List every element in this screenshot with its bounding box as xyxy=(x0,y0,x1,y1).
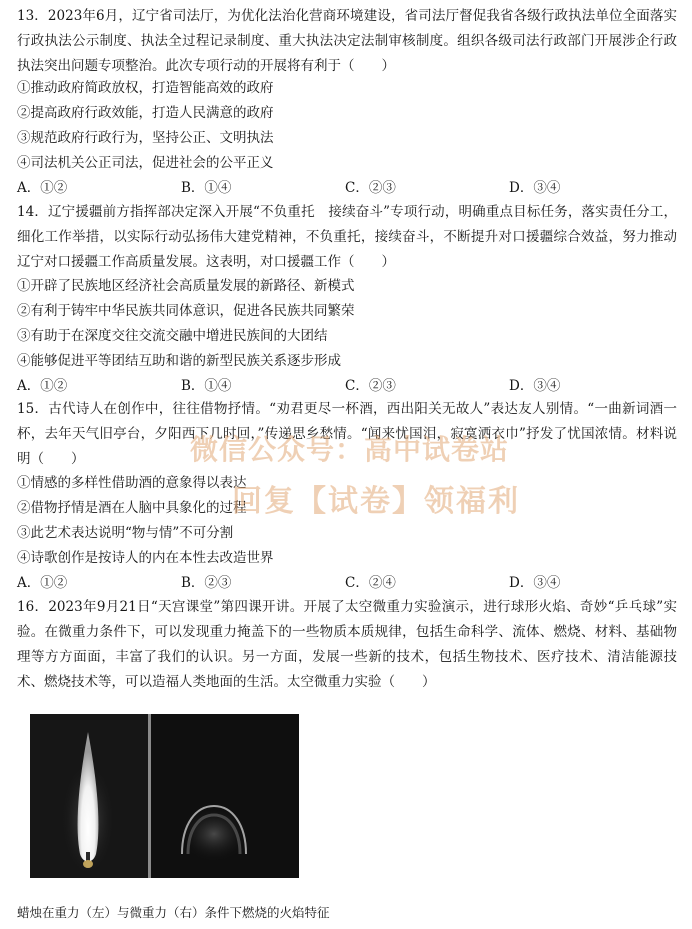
q13-stem: 13．2023年6月，辽宁省司法厅，为优化法治化营商环境建设，省司法厅督促我省各级行政执法单位全面落实行政执法公示制度、执法全过程记录制度、重大执法决定法制审核制度。组织各级司法行政部门开展涉企行政执法突出问题专项整治。此次专项行动的开展将有利于（ ） xyxy=(17,8,677,74)
figure-caption: 蜡烛在重力（左）与微重力（右）条件下燃烧的火焰特征 xyxy=(17,905,330,920)
q15-item-3: ③此艺术表达说明“物与情”不可分割 xyxy=(17,525,234,541)
q15-option-b: B．②③ xyxy=(181,575,232,591)
q13-option-d: D．③④ xyxy=(509,180,561,196)
q13-option-a: A．①② xyxy=(17,180,68,196)
q13-option-c: C．②③ xyxy=(345,180,396,196)
q13-item-1: ①推动政府简政放权，打造智能高效的政府 xyxy=(17,80,274,96)
q15-item-2: ②借物抒情是酒在人脑中具象化的过程 xyxy=(17,500,247,516)
q14-item-4: ④能够促进平等团结互助和谐的新型民族关系逐步形成 xyxy=(17,353,341,369)
q14-item-1: ①开辟了民族地区经济社会高质量发展的新路径、新模式 xyxy=(17,278,355,294)
q13-item-3: ③规范政府行政行为，坚持公正、文明执法 xyxy=(17,130,274,146)
q14-option-a: A．①② xyxy=(17,378,68,394)
q13-option-b: B．①④ xyxy=(181,180,232,196)
q15-item-4: ④诗歌创作是按诗人的内在本性去改造世界 xyxy=(17,550,274,566)
q14-option-b: B．①④ xyxy=(181,378,232,394)
q14-item-2: ②有利于铸牢中华民族共同体意识，促进各民族共同繁荣 xyxy=(17,303,355,319)
q16-stem: 16．2023年9月21日“天宫课堂”第四课开讲。开展了太空微重力实验演示，进行球形火焰、奇妙“乒乓球”实验。在微重力条件下，可以发现重力掩盖下的一些物质本质规律，包括生命科学、流体、燃烧、材料、基础物理等方方面面，丰富了我们的认识。另一方面，发展一些新的技术，包括生物技术、医疗技术、清洁能源技术、燃烧技术等，可以造福人类地面的生活。太空微重力实验（ ） xyxy=(17,599,677,690)
q14-option-d: D．③④ xyxy=(509,378,561,394)
watermark-line-2: 回复【试卷】领福利 xyxy=(232,484,520,519)
q14-option-c: C．②③ xyxy=(345,378,396,394)
q14-item-3: ③有助于在深度交往交流交融中增进民族间的大团结 xyxy=(17,328,328,344)
q13-item-4: ④司法机关公正司法，促进社会的公平正义 xyxy=(17,155,274,171)
q15-option-a: A．①② xyxy=(17,575,68,591)
watermark-line-1: 微信公众号：高中试卷站 xyxy=(190,433,510,466)
q15-option-d: D．③④ xyxy=(509,575,561,591)
q15-item-1: ①情感的多样性借助酒的意象得以表达 xyxy=(17,475,247,491)
q15-option-c: C．②④ xyxy=(345,575,396,591)
q15-stem: 15．古代诗人在创作中，往往借物抒情。“劝君更尽一杯酒，西出阳关无故人”表达友人别情。“一曲新词酒一杯，去年天气旧亭台，夕阳西下几时回，”传递思乡愁情。“闻来忧国泪，寂寞洒衣巾”抒发了忧国浓情。材料说明（ ） xyxy=(17,401,677,467)
q13-item-2: ②提高政府行政效能，打造人民满意的政府 xyxy=(17,105,274,121)
candle-flame-photo xyxy=(30,714,299,878)
q14-stem: 14．辽宁援疆前方指挥部决定深入开展“不负重托 接续奋斗”专项行动，明确重点目标任务，落实责任分工，细化工作举措，以实际行动弘扬伟大建党精神，不负重托，接续奋斗，不断提升对口援疆综合效益，努力推动辽宁对口援疆工作高质量发展。这表明，对口援疆工作（ ） xyxy=(17,204,677,270)
flame-illustration xyxy=(30,714,299,878)
